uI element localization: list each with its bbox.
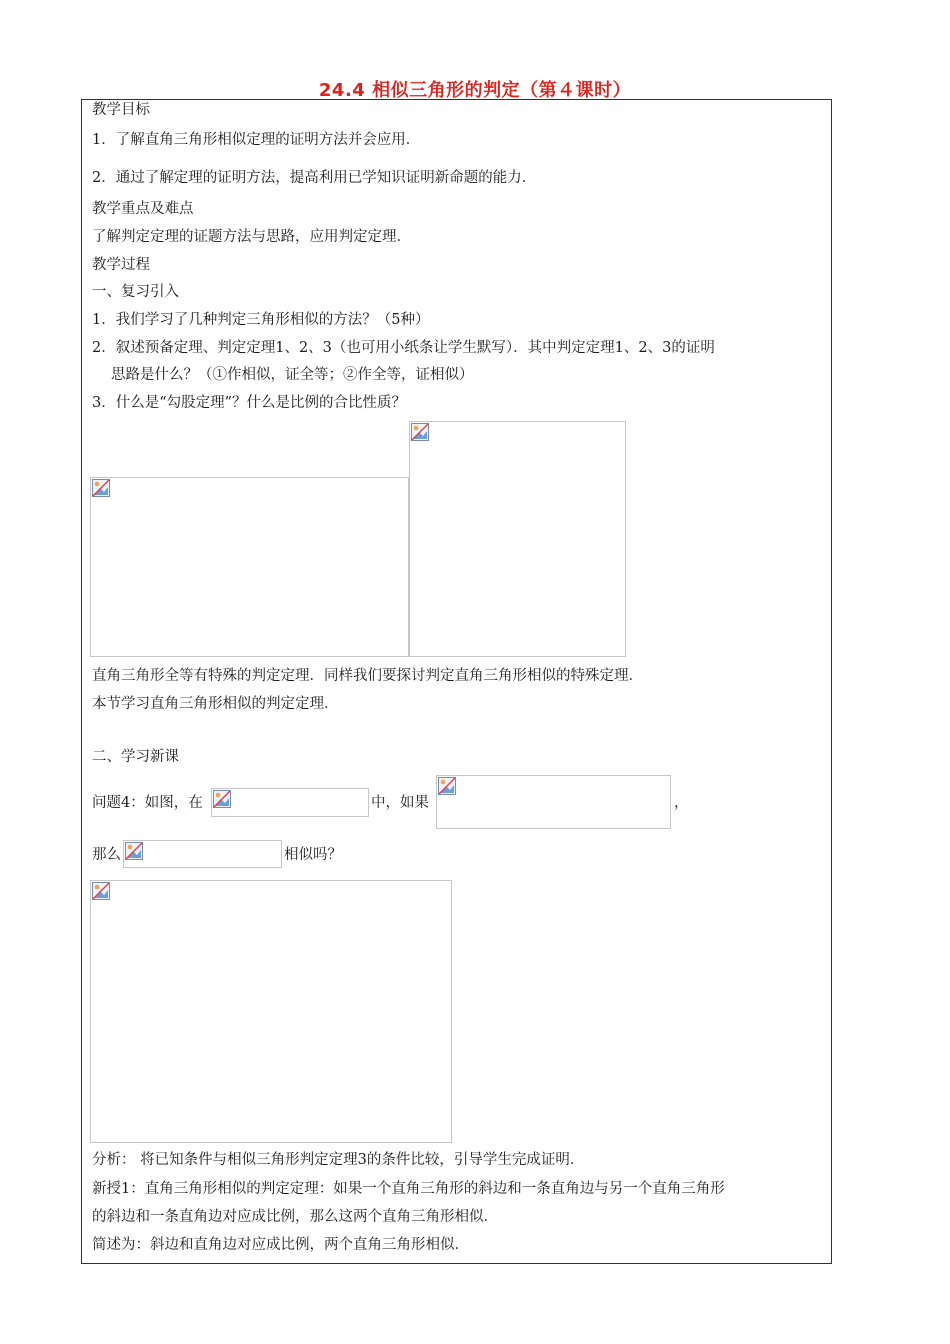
figure-right-triangle-b — [409, 421, 626, 657]
analysis-text: 分析： 将已知条件与相似三角形判定定理3的条件比较，引导学生完成证明． — [92, 1152, 585, 1168]
theorem-line-2: 的斜边和一条直角边对应成比例，那么这两个直角三角形相似． — [92, 1209, 498, 1225]
intro-text-1: 直角三角形全等有特殊的判定定理．同样我们要探讨判定直角三角形相似的特殊定理． — [92, 668, 643, 684]
review-question-3: 3．什么是“勾股定理”？什么是比例的合比性质？ — [92, 395, 407, 411]
summary-text: 简述为：斜边和直角边对应成比例，两个直角三角形相似． — [92, 1237, 469, 1253]
broken-image-icon — [411, 423, 429, 441]
broken-image-icon — [92, 479, 110, 497]
document-title: 24.4 相似三角形的判定（第４课时） — [318, 80, 632, 101]
then-prefix: 那么 — [92, 847, 121, 863]
figure-problem-4 — [90, 880, 452, 1143]
review-question-2-line-2: 思路是什么？（①作相似，证全等；②作全等，证相似） — [111, 367, 474, 383]
problem-middle: 中，如果 — [371, 795, 429, 811]
intro-text-2: 本节学习直角三角形相似的判定定理． — [92, 696, 339, 712]
goal-2: 2．通过了解定理的证明方法，提高利用已学知识证明新命题的能力． — [92, 170, 537, 186]
broken-image-icon — [92, 882, 110, 900]
broken-image-icon — [213, 790, 231, 808]
figure-right-triangle-a — [90, 477, 409, 657]
review-question-1: 1．我们学习了几种判定三角形相似的方法？（5种） — [92, 312, 430, 328]
goals-heading: 教学目标 — [92, 102, 150, 118]
problem-prefix: 问题4：如图，在 — [92, 795, 203, 811]
goal-1: 1．了解直角三角形相似定理的证明方法并会应用． — [92, 132, 421, 148]
key-points-heading: 教学重点及难点 — [92, 201, 194, 217]
problem-comma: ， — [674, 795, 689, 811]
new-lesson-heading: 二、学习新课 — [92, 749, 179, 765]
formula-triangles-placeholder — [211, 788, 369, 817]
broken-image-icon — [125, 842, 143, 860]
process-heading: 教学过程 — [92, 257, 150, 273]
theorem-line-1: 新授1：直角三角形相似的判定定理：如果一个直角三角形的斜边和一条直角边与另一个直角三角形 — [92, 1181, 725, 1197]
formula-condition-placeholder — [436, 775, 671, 829]
review-heading: 一、复习引入 — [92, 284, 179, 300]
review-question-2-line-1: 2．叙述预备定理、判定定理1、2、3（也可用小纸条让学生默写）．其中判定定理1、2、3的证明 — [92, 340, 715, 356]
formula-conclusion-placeholder — [123, 840, 282, 868]
then-suffix: 相似吗？ — [284, 847, 342, 863]
broken-image-icon — [438, 777, 456, 795]
key-points-text: 了解判定定理的证题方法与思路，应用判定定理． — [92, 229, 411, 245]
